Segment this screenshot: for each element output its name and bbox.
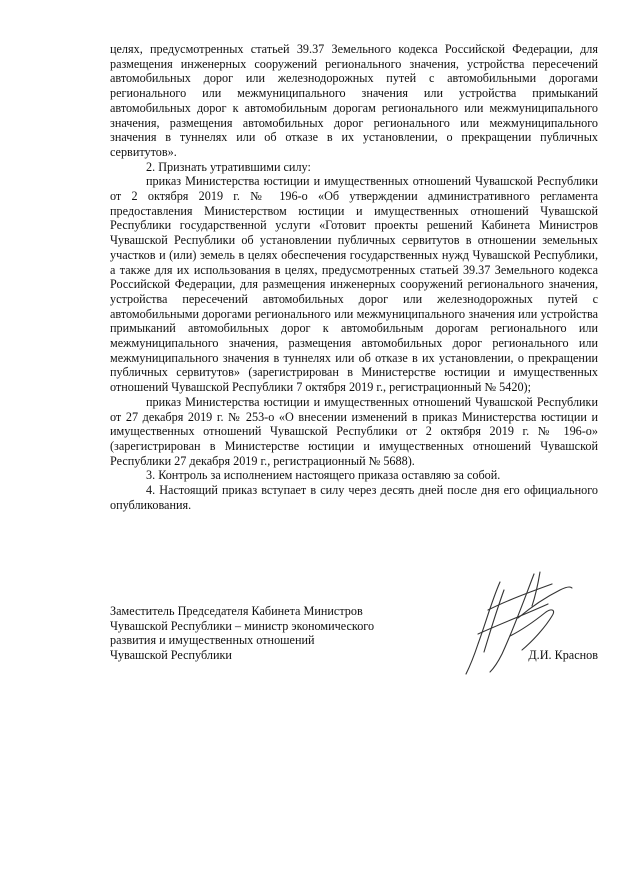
- paragraph-order-196: приказ Министерства юстиции и имущественных отношений Чувашской Республики от 2 октября 2019 г. № 196-о «Об утверждении административного регламента предоставления Министерством юстиции и имущественных отношений Чувашской Республики государственной услуги «Готовит проекты решений Кабинета Министров Чувашской Республики об установлении публичных сервитутов в отношении земельных участков и (или) земель в целях обеспечения государственных нужд Чувашской Республики, а также для их использования в целях, предусмотренных статьей 39.37 Земельного кодекса Российской Федерации, для размещения инженерных сооружений регионального значения, устройства пересечений автомобильных дорог или железнодорожных путей с автомобильными дорогами регионального или межмуниципального значения или устройства примыканий автомобильных дорог к автомобильным дорогам регионального или межмуниципального значения, размещения автомобильных дорог регионального или межмуниципального значения в туннелях или об отказе в их установлении, о прекращении публичных сервитутов» (зарегистрирован в Министерстве юстиции и имущественных отношений Чувашской Республики 7 октября 2019 г., регистрационный № 5420);: [110, 174, 598, 395]
- paragraph-continuation: целях, предусмотренных статьей 39.37 Земельного кодекса Российской Федерации, для размещения инженерных сооружений регионального значения, устройства пересечений автомобильных дорог или железнодорожных путей с автомобильными дорогами регионального или межмуниципального значения или устройства примыканий автомобильных дорог к автомобильным дорогам регионального или межмуниципального значения, размещения автомобильных дорог регионального или межмуниципального значения в туннелях или об отказе в их установлении, о прекращении публичных сервитутов».: [110, 42, 598, 159]
- position-line-2: Чувашской Республики – министр экономического: [110, 618, 375, 633]
- position-line-3: развития и имущественных отношений: [110, 633, 315, 648]
- position-line-1: Заместитель Председателя Кабинета Министров: [110, 604, 363, 618]
- paragraph-item-3: 3. Контроль за исполнением настоящего приказа оставляю за собой.: [146, 468, 501, 483]
- signatory-position: [110, 604, 420, 663]
- handwritten-signature-icon: [448, 570, 578, 680]
- paragraph-order-253: приказ Министерства юстиции и имущественных отношений Чувашской Республики от 27 декабря 2019 г. № 253-о «О внесении изменений в приказ Министерства юстиции и имущественных отношений Чувашской Республики от 2 октября 2019 г. № 196-о» (зарегистрирован в Министерстве юстиции и имущественных отношений Чувашской Республики 27 декабря 2019 г., регистрационный № 5688).: [110, 394, 598, 468]
- document-body: [110, 42, 598, 513]
- position-line-4: Чувашской Республики: [110, 648, 232, 663]
- paragraph-item-4: 4. Настоящий приказ вступает в силу через десять дней после дня его официального опубликования.: [110, 483, 598, 512]
- paragraph-item-2: 2. Признать утратившими силу:: [146, 159, 311, 174]
- signatory-name: Д.И. Краснов: [528, 648, 598, 662]
